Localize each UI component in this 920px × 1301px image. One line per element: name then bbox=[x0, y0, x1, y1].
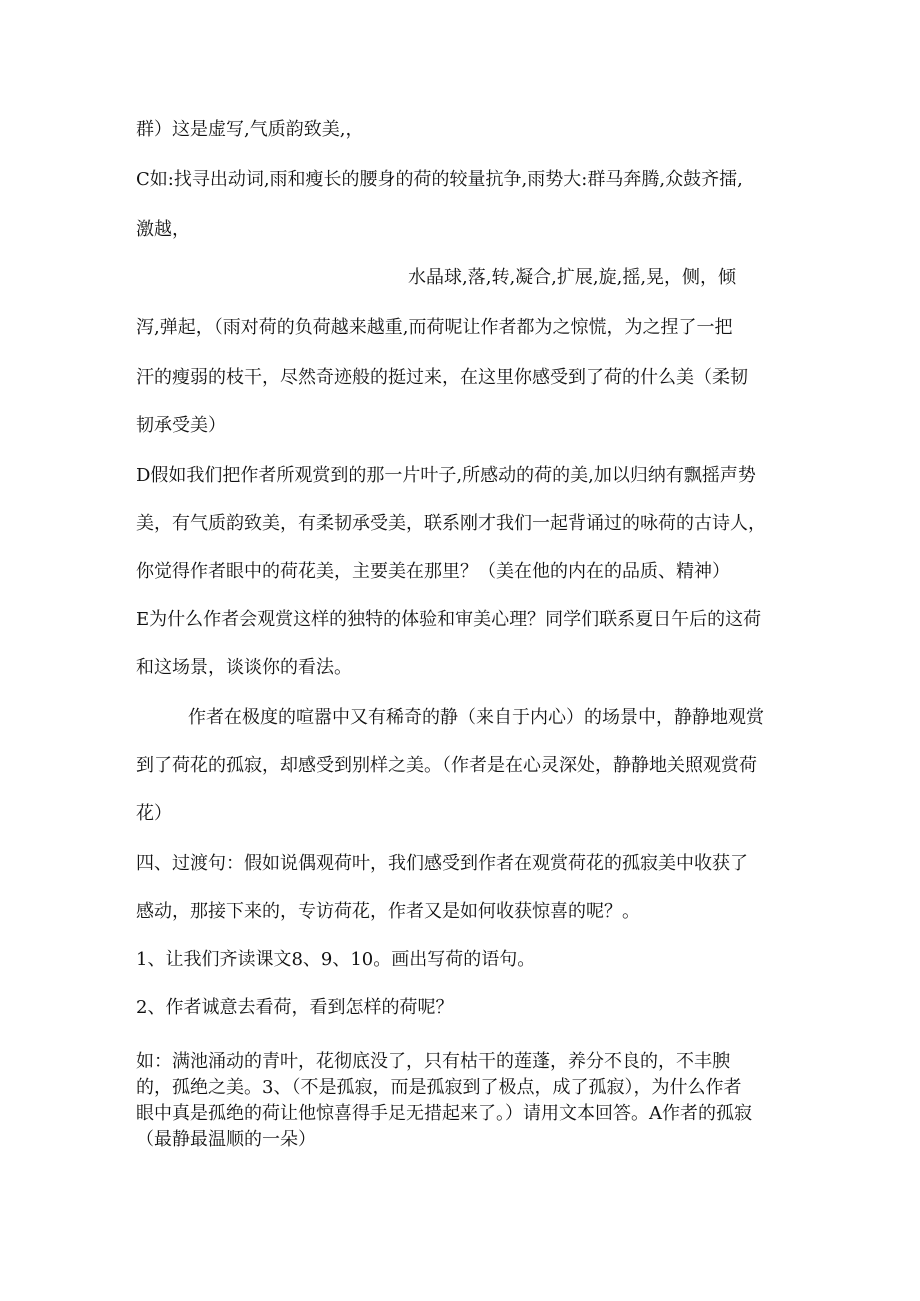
text-line: 作者在极度的喧嚣中又有稀奇的静（来自于内心）的场景中，静静地观赏 bbox=[188, 707, 764, 728]
text-line: 你觉得作者眼中的荷花美，主要美在那里？（美在他的内在的品质、精神） bbox=[136, 561, 730, 582]
text-line: 如：满池涌动的青叶，花彻底没了，只有枯干的莲蓬，养分不良的，不丰腴 bbox=[136, 1051, 730, 1072]
text-line: C如:找寻出动词,雨和瘦长的腰身的荷的较量抗争,雨势大:群马奔腾,众鼓齐擂, bbox=[136, 169, 743, 190]
text-line: 韧承受美） bbox=[136, 415, 226, 436]
text-line: 和这场景，谈谈你的看法。 bbox=[136, 657, 352, 678]
text-line: 激越， bbox=[136, 219, 190, 240]
text-line: E为什么作者会观赏这样的独特的体验和审美心理？同学们联系夏日午后的这荷 bbox=[136, 609, 762, 630]
text-line: 汗的瘦弱的枝干，尽然奇迹般的挺过来，在这里你感受到了荷的什么美（柔韧 bbox=[136, 367, 748, 388]
list-item: 2、作者诚意去看荷，看到怎样的荷呢？ bbox=[136, 997, 454, 1018]
text-line: 泻,弹起，（雨对荷的负荷越来越重,而荷呢让作者都为之惊慌，为之捏了一把 bbox=[136, 317, 733, 338]
text-line: 水晶球,落,转,凝合,扩展,旋,摇,晃，侧，倾 bbox=[408, 267, 737, 288]
text-line: （最静最温顺的一朵） bbox=[136, 1129, 316, 1150]
text-line: D假如我们把作者所观赏到的那一片叶子,所感动的荷的美,加以归纳有飘摇声势 bbox=[136, 465, 756, 486]
text-line: 的，孤绝之美。3、（不是孤寂，而是孤寂到了极点，成了孤寂），为什么作者 bbox=[136, 1077, 742, 1098]
text-line: 花） bbox=[136, 803, 172, 824]
list-item: 1、让我们齐读课文8、9、10。画出写荷的语句。 bbox=[136, 949, 536, 970]
text-line: 眼中真是孤绝的荷让他惊喜得手足无措起来了。）请用文本回答。A作者的孤寂 bbox=[136, 1103, 752, 1124]
section-heading: 四、过渡句：假如说偶观荷叶，我们感受到作者在观赏荷花的孤寂美中收获了 bbox=[136, 853, 748, 874]
text-line: 美，有气质韵致美，有柔韧承受美，联系刚才我们一起背诵过的咏荷的古诗人， bbox=[136, 513, 766, 534]
text-line: 到了荷花的孤寂，却感受到别样之美。（作者是在心灵深处，静静地关照观赏荷 bbox=[136, 755, 757, 776]
text-line: 群）这是虚写,气质韵致美,， bbox=[136, 119, 364, 140]
text-line: 感动，那接下来的，专访荷花，作者又是如何收获惊喜的呢？。 bbox=[136, 901, 640, 922]
